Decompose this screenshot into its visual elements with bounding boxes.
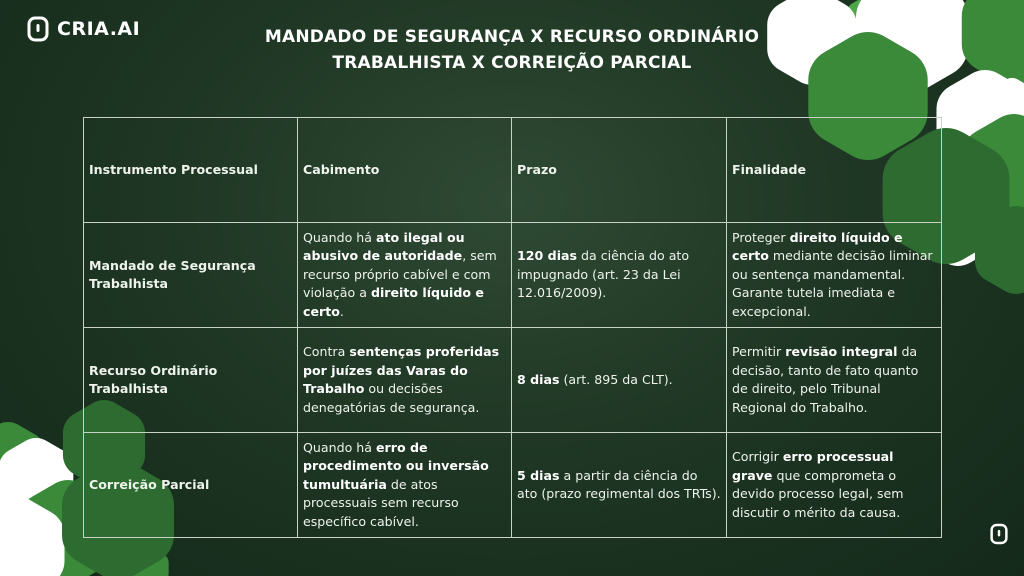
header-cabimento: Cabimento bbox=[298, 118, 512, 223]
prazo-cell: 5 dias a partir da ciência do ato (prazo regimental dos TRTs). bbox=[512, 433, 727, 538]
table-row bbox=[84, 433, 942, 538]
cria-logo-icon bbox=[990, 523, 1008, 545]
finalidade-cell: Permitir revisão integral da decisão, tanto de fato quanto de direito, pelo Tribunal Regional do Trabalho. bbox=[727, 328, 942, 433]
header-prazo: Prazo bbox=[512, 118, 727, 223]
instrumento-cell: Correição Parcial bbox=[84, 433, 298, 538]
finalidade-cell: Corrigir erro processual grave que comprometa o devido processo legal, sem discutir o mérito da causa. bbox=[727, 433, 942, 538]
finalidade-cell: Proteger direito líquido e certo mediante decisão liminar ou sentença mandamental. Garante tutela imediata e excepcional. bbox=[727, 223, 942, 328]
page-title: MANDADO DE SEGURANÇA X RECURSO ORDINÁRIO TRABALHISTA X CORREIÇÃO PARCIAL bbox=[264, 27, 760, 73]
table-row bbox=[84, 223, 942, 328]
instrumento-cell: Mandado de Segurança Trabalhista bbox=[84, 223, 298, 328]
corner-logo bbox=[990, 523, 1008, 549]
prazo-cell: 8 dias (art. 895 da CLT). bbox=[512, 328, 727, 433]
table-row bbox=[84, 328, 942, 433]
brand-logo bbox=[27, 16, 140, 42]
instrumento-cell: Recurso Ordinário Trabalhista bbox=[84, 328, 298, 433]
cabimento-cell: Quando há ato ilegal ou abusivo de autoridade, sem recurso próprio cabível e com violação a direito líquido e certo. bbox=[298, 223, 512, 328]
header-instrumento: Instrumento Processual bbox=[84, 118, 298, 223]
cabimento-cell: Quando há erro de procedimento ou inversão tumultuária de atos processuais sem recurso específico cabível. bbox=[298, 433, 512, 538]
cabimento-cell: Contra sentenças proferidas por juízes das Varas do Trabalho ou decisões denegatórias de segurança. bbox=[298, 328, 512, 433]
cria-logo-icon bbox=[27, 16, 49, 42]
brand-name: CRIA.AI bbox=[57, 18, 141, 40]
table-header-row bbox=[84, 118, 942, 223]
header-finalidade: Finalidade bbox=[727, 118, 942, 223]
prazo-cell: 120 dias da ciência do ato impugnado (art. 23 da Lei 12.016/2009). bbox=[512, 223, 727, 328]
comparison-table bbox=[83, 117, 942, 538]
